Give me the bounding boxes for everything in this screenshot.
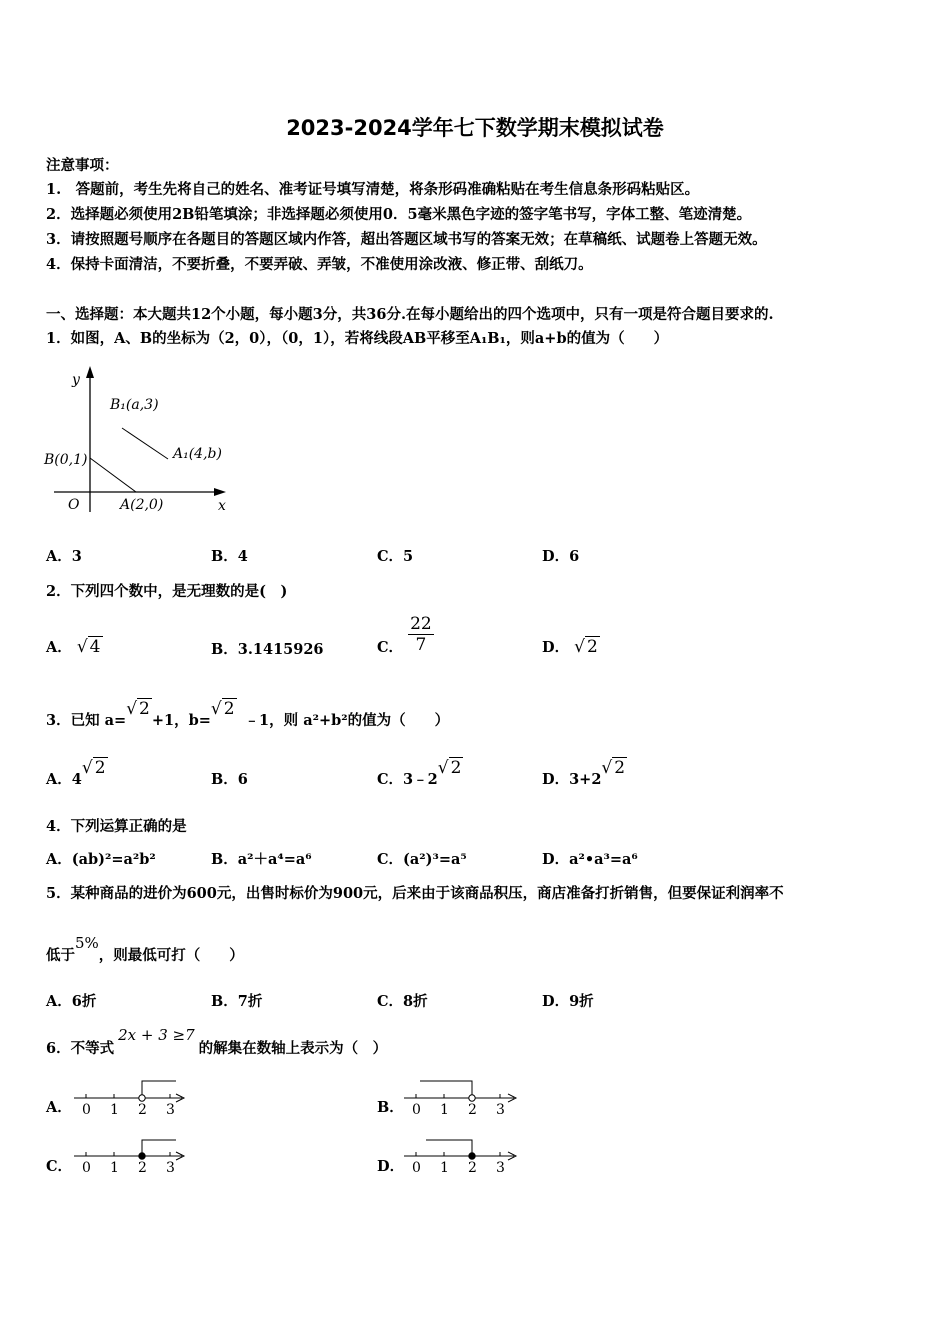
point-b-label: B(0,1) <box>44 452 88 468</box>
x-label: x <box>218 498 226 514</box>
q3-option-a: A．4√ 2 <box>46 758 106 788</box>
origin-label: O <box>68 497 80 513</box>
q3-option-c: C．3﹣2√ 2 <box>377 758 462 788</box>
point-a-label: A(2,0) <box>120 497 164 513</box>
svg-text:2: 2 <box>138 1160 147 1176</box>
q6-option-a-label: A． <box>46 1099 72 1116</box>
q6-option-b-number-line <box>400 1076 530 1120</box>
svg-text:0: 0 <box>82 1160 91 1176</box>
q2-option-b: B．3.1415926 <box>211 641 324 658</box>
svg-text:0: 0 <box>412 1160 421 1176</box>
q2-option-d: D． √ 2 <box>542 637 598 657</box>
notice-heading: 注意事项： <box>46 157 119 174</box>
solid-dot-icon <box>139 1153 145 1159</box>
y-label: y <box>72 372 80 388</box>
svg-text:1: 1 <box>440 1102 449 1118</box>
solid-dot-icon <box>469 1153 475 1159</box>
q6-stem: 6．不等式2x + 3 ≥7的解集在数轴上表示为（ ） <box>46 1026 388 1057</box>
notice-item: 1. 答题前，考生先将自己的姓名、准考证号填写清楚，将条形码准确粘贴在考生信息条形码粘贴区。 <box>46 181 700 198</box>
q1-option-b: B．4 <box>211 548 248 565</box>
q5-option-b: B．7折 <box>211 993 263 1010</box>
q1-option-a: A．3 <box>46 548 82 565</box>
svg-text:1: 1 <box>440 1160 449 1176</box>
notice-item: 4．保持卡面清洁，不要折叠，不要弄破、弄皱，不准使用涂改液、修正带、刮纸刀。 <box>46 256 593 273</box>
sqrt-symbol: √ 4 <box>76 637 101 657</box>
q6-option-b-label: B． <box>377 1099 404 1116</box>
point-b1-label: B₁(a,3) <box>110 397 159 413</box>
segment-ab <box>90 458 136 492</box>
notice-item: 2．选择题必须使用2B铅笔填涂；非选择题必须使用0．5毫米黑色字迹的签字笔书写，字体工整、笔迹清楚。 <box>46 206 752 223</box>
svg-text:0: 0 <box>82 1102 91 1118</box>
sqrt-symbol: √ 2 <box>126 699 150 719</box>
q3-option-b: B．6 <box>211 771 248 788</box>
sqrt-symbol: √ 2 <box>574 637 598 657</box>
svg-text:3: 3 <box>166 1160 175 1176</box>
x-axis-arrow-icon <box>214 488 226 496</box>
q4-option-b: B．a²＋a⁴=a⁶ <box>211 851 312 868</box>
q5-stem-continued: 低于5%，则最低可打（ ） <box>46 934 244 964</box>
svg-text:3: 3 <box>496 1102 505 1118</box>
q6-option-d-label: D． <box>377 1158 405 1175</box>
q4-option-c: C．(a²)³=a⁵ <box>377 851 467 868</box>
svg-text:2: 2 <box>138 1102 147 1118</box>
q1-coordinate-figure <box>40 362 240 522</box>
q5-stem: 5．某种商品的进价为600元，出售时标价为900元，后来由于该商品积压，商店准备打折销售，但要保证利润率不 <box>46 885 784 902</box>
q3-option-d: D．3+2√ 2 <box>542 758 626 788</box>
sqrt-symbol: √ 2 <box>210 699 235 719</box>
section-heading: 一、选择题：本大题共12个小题，每小题3分，共36分.在每小题给出的四个选项中，只有一项是符合题目要求的. <box>46 306 774 323</box>
q4-stem: 4．下列运算正确的是 <box>46 818 187 835</box>
q1-option-c: C．5 <box>377 548 414 565</box>
q5-option-a: A．6折 <box>46 993 97 1010</box>
q6-option-a-number-line <box>70 1076 200 1120</box>
q4-option-a: A．(ab)²=a²b² <box>46 851 156 868</box>
open-dot-icon <box>139 1095 145 1101</box>
svg-text:3: 3 <box>166 1102 175 1118</box>
svg-text:2: 2 <box>468 1160 477 1176</box>
q6-option-c-label: C． <box>46 1158 73 1175</box>
q1-option-d: D．6 <box>542 548 580 565</box>
svg-text:0: 0 <box>412 1102 421 1118</box>
svg-text:2: 2 <box>468 1102 477 1118</box>
sqrt-symbol: √ 2 <box>437 758 462 778</box>
open-dot-icon <box>469 1095 475 1101</box>
sqrt-symbol: √ 2 <box>601 758 626 778</box>
q5-option-d: D．9折 <box>542 993 594 1010</box>
svg-text:3: 3 <box>496 1160 505 1176</box>
y-axis-arrow-icon <box>86 366 94 378</box>
q2-stem: 2．下列四个数中，是无理数的是( ) <box>46 583 288 600</box>
sqrt-symbol: √ 2 <box>81 758 106 778</box>
notice-item: 3．请按照题号顺序在各题目的答题区域内作答，超出答题区域书写的答案无效；在草稿纸、试题卷上答题无效。 <box>46 231 767 248</box>
fraction: $\frac{22}{7}$ <box>410 614 432 655</box>
q5-option-c: C．8折 <box>377 993 428 1010</box>
q1-stem: 1．如图，A、B的坐标为（2，0），（0，1），若将线段AB平移至A₁B₁，则a+b的值为（ ） <box>46 330 669 347</box>
point-a1-label: A₁(4,b) <box>173 446 222 462</box>
q6-option-d-number-line <box>400 1134 530 1178</box>
q6-option-c-number-line <box>70 1134 200 1178</box>
q2-option-a: A． √ 4 <box>46 637 101 657</box>
q3-stem: 3．已知 a=√ 2+1，b=√ 2﹣1，则 a²+b²的值为（ ） <box>46 699 450 729</box>
segment-a1b1 <box>122 428 168 459</box>
svg-text:1: 1 <box>110 1160 119 1176</box>
svg-text:1: 1 <box>110 1102 119 1118</box>
page-title: 2023-2024学年七下数学期末模拟试卷 <box>286 116 664 140</box>
q4-option-d: D．a²•a³=a⁶ <box>542 851 638 868</box>
q2-option-c: C． $\frac{22}{7}$ <box>377 614 432 656</box>
